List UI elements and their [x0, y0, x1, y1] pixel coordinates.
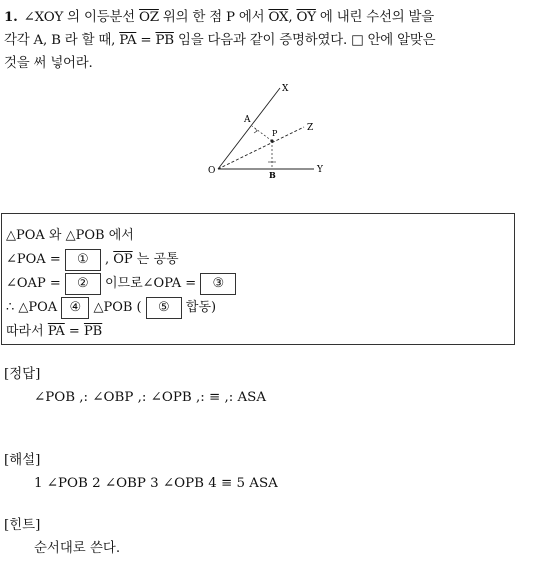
problem-text: 임을 다음과 같이 증명하였다. □ 안에 알맞은 — [173, 33, 436, 48]
proof-text: ∠POA = — [6, 252, 65, 267]
proof-row-4 — [6, 296, 508, 320]
answer-body: ∠POB ,: ∠OBP ,: ∠OPB ,: ≡ ,: ASA — [34, 390, 267, 405]
blank-2[interactable]: ② — [65, 273, 101, 295]
proof-text: 이므로∠OPA = — [100, 276, 201, 291]
segment-pb-conclusion: $\overline{PB}$ — [83, 324, 103, 339]
proof-row-1: △POA 와 △POB 에서 — [6, 228, 134, 243]
problem-text: 각각 A, B 라 할 때, — [4, 33, 120, 48]
explanation-body: 1 ∠POB 2 ∠OBP 3 ∠OPB 4 ≡ 5 ASA — [34, 476, 278, 491]
label-a: A — [244, 115, 251, 125]
blank-3[interactable]: ③ — [200, 273, 236, 295]
problem-line-2 — [4, 29, 530, 52]
problem-line-3: 것을 써 넣어라. — [4, 56, 93, 71]
point-p-dot — [270, 139, 273, 142]
answer-heading: [정답] — [4, 367, 41, 382]
proof-text: △POB ( — [89, 300, 146, 315]
problem-number: 1. — [4, 9, 18, 25]
label-z: Z — [307, 123, 314, 133]
proof-row-2 — [6, 248, 508, 272]
problem-line-1 — [4, 6, 530, 29]
ray-ox-line — [218, 88, 280, 169]
label-p: P — [272, 129, 278, 138]
proof-box — [1, 213, 515, 345]
problem-text: , — [288, 10, 297, 25]
proof-text: 합동) — [181, 300, 217, 315]
label-o: O — [208, 166, 216, 176]
hint-body: 순서대로 쓴다. — [34, 541, 121, 556]
label-x: X — [282, 84, 289, 94]
label-b: B — [269, 170, 276, 180]
right-angle-mark-a — [254, 128, 257, 133]
proof-text: ∴ △POA — [6, 300, 62, 315]
ray-oy: $\overline{OY}$ — [296, 10, 316, 25]
proof-text: ∠OAP = — [6, 276, 65, 291]
explanation-section — [4, 450, 278, 496]
hint-heading: [힌트] — [4, 518, 41, 533]
problem-statement — [4, 6, 530, 75]
segment-pb: $\overline{PB}$ — [155, 33, 174, 48]
answer-section — [4, 364, 266, 410]
label-y: Y — [317, 165, 323, 175]
blank-4[interactable]: ④ — [61, 297, 89, 319]
blank-1[interactable]: ① — [65, 249, 101, 271]
segment-pa-conclusion: $\overline{PA}$ — [47, 324, 65, 339]
proof-text: 는 공통 — [132, 252, 179, 267]
proof-text: , — [100, 252, 114, 267]
ray-oz-line — [218, 127, 304, 169]
problem-text: ∠XOY 의 이등분선 — [23, 10, 139, 25]
problem-text: 에 내린 수선의 발을 — [315, 10, 434, 25]
explanation-heading: [해설] — [4, 453, 41, 468]
segment-op: $\overline{OP}$ — [113, 252, 133, 267]
blank-5[interactable]: ⑤ — [146, 297, 182, 319]
problem-text: = — [136, 33, 156, 48]
ray-ox: $\overline{OX}$ — [268, 10, 289, 25]
problem-text: 위의 한 점 P 에서 — [158, 10, 269, 25]
angle-bisector-figure — [200, 80, 340, 180]
proof-row-3 — [6, 272, 508, 296]
proof-text: = — [64, 324, 84, 339]
segment-pa: $\overline{PA}$ — [119, 33, 137, 48]
proof-text: 따라서 — [6, 324, 48, 339]
proof-row-5 — [6, 320, 508, 344]
segment-oz: $\overline{OZ}$ — [138, 10, 159, 25]
hint-section — [4, 515, 120, 561]
